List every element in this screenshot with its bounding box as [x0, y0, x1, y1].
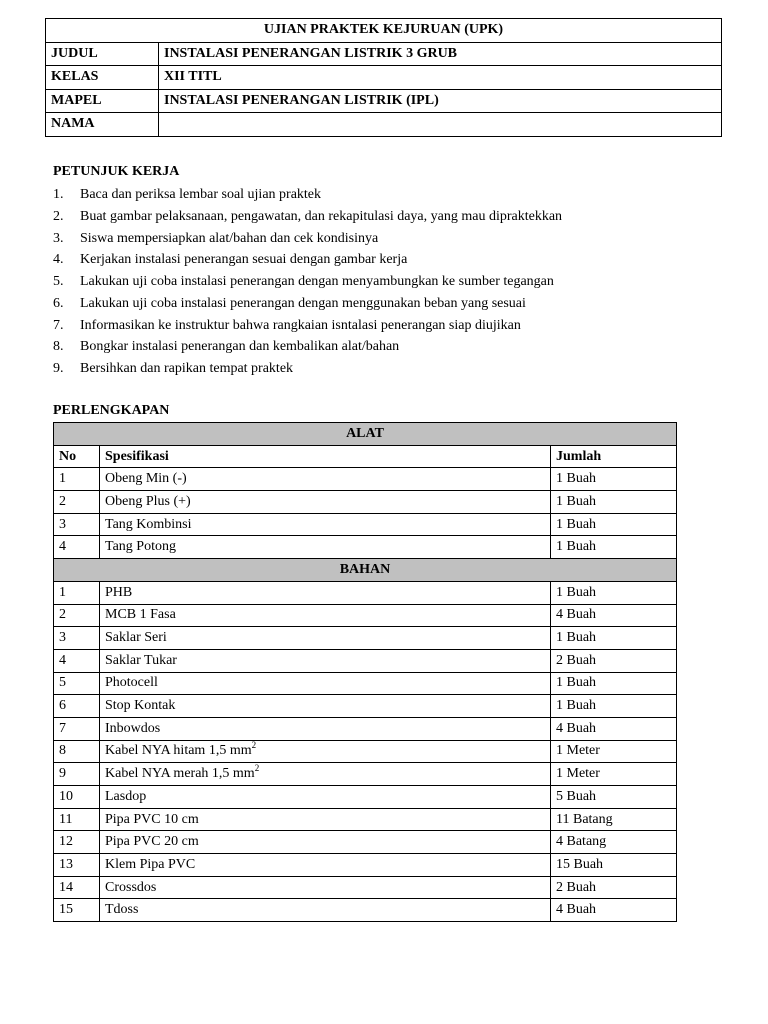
bahan-heading-row: [54, 559, 677, 582]
alat-row: [54, 513, 677, 536]
row-quantity: 2 Buah: [551, 649, 677, 672]
row-quantity: 4 Buah: [551, 899, 677, 922]
equipment-table: [53, 422, 677, 922]
row-spec: [100, 627, 551, 650]
instruction-number: 8.: [53, 339, 64, 355]
row-number: 9: [54, 763, 100, 786]
bahan-row: [54, 786, 677, 809]
header-value: XII TITL: [159, 66, 722, 90]
instruction-number: 7.: [53, 317, 64, 333]
row-number: 1: [54, 468, 100, 491]
row-quantity: 1 Meter: [551, 740, 677, 763]
row-number: 10: [54, 786, 100, 809]
row-number: 8: [54, 740, 100, 763]
row-quantity: 11 Batang: [551, 808, 677, 831]
header-title-row: [46, 19, 722, 43]
bahan-row: [54, 717, 677, 740]
instruction-text: Buat gambar pelaksanaan, pengawatan, dan rekapitulasi daya, yang mau dipraktekkan: [80, 208, 563, 224]
instruction-number: 6.: [53, 295, 64, 311]
row-spec: [100, 786, 551, 809]
spec-text: Tang Potong: [105, 539, 176, 555]
bahan-row: [54, 604, 677, 627]
equipment-table-body: [54, 423, 677, 922]
row-quantity: 2 Buah: [551, 876, 677, 899]
header-label: JUDUL: [46, 42, 159, 66]
alat-row: [54, 536, 677, 559]
instruction-text: Bersihkan dan rapikan tempat praktek: [80, 361, 294, 376]
header-value: INSTALASI PENERANGAN LISTRIK (IPL): [159, 89, 722, 113]
row-quantity: 1 Buah: [551, 513, 677, 536]
bahan-row: [54, 763, 677, 786]
spec-text: Pipa PVC 20 cm: [105, 834, 199, 850]
header-row-mapel: [46, 89, 722, 113]
header-row-nama: [46, 113, 722, 137]
row-number: 3: [54, 627, 100, 650]
spec-text: Obeng Min (-): [105, 471, 187, 487]
row-quantity: 4 Buah: [551, 604, 677, 627]
equipment-title: PERLENGKAPAN: [53, 403, 170, 418]
row-spec: [100, 491, 551, 514]
instruction-text: Bongkar instalasi penerangan dan kembalikan alat/bahan: [80, 339, 400, 355]
instruction-text: Lakukan uji coba instalasi penerangan dengan menggunakan beban yang sesuai: [80, 295, 526, 311]
bahan-row: [54, 695, 677, 718]
row-number: 2: [54, 604, 100, 627]
spec-text: Klem Pipa PVC: [105, 856, 196, 872]
bahan-row: [54, 808, 677, 831]
bahan-row: [54, 672, 677, 695]
spec-text: PHB: [105, 584, 133, 600]
row-spec: [100, 581, 551, 604]
instruction-number: 4.: [53, 252, 64, 268]
spec-text: Crossdos: [105, 879, 157, 895]
row-number: 11: [54, 808, 100, 831]
instruction-item: [53, 360, 562, 382]
instruction-item: [53, 338, 562, 360]
instruction-text: Baca dan periksa lembar soal ujian praktek: [80, 187, 322, 202]
spec-text: Pipa PVC 10 cm: [105, 811, 199, 827]
bahan-row: [54, 627, 677, 650]
instruction-text: Kerjakan instalasi penerangan sesuai dengan gambar kerja: [80, 252, 408, 268]
instruction-item: [53, 251, 562, 273]
instruction-item: [53, 208, 562, 230]
row-number: 4: [54, 536, 100, 559]
bahan-row: [54, 876, 677, 899]
row-quantity: 1 Buah: [551, 672, 677, 695]
spec-text: Stop Kontak: [105, 698, 176, 714]
row-spec: [100, 468, 551, 491]
row-number: 12: [54, 831, 100, 854]
instruction-number: 2.: [53, 208, 64, 224]
instruction-item: [53, 273, 562, 295]
row-quantity: 4 Buah: [551, 717, 677, 740]
row-spec: [100, 831, 551, 854]
bahan-row: [54, 831, 677, 854]
header-row-kelas: [46, 66, 722, 90]
instruction-item: [53, 230, 562, 252]
row-number: 6: [54, 695, 100, 718]
row-spec: [100, 740, 551, 763]
row-quantity: 1 Meter: [551, 763, 677, 786]
row-quantity: 1 Buah: [551, 536, 677, 559]
column-header-no: No: [54, 445, 100, 468]
row-number: 14: [54, 876, 100, 899]
row-quantity: 15 Buah: [551, 854, 677, 877]
instruction-text: Siswa mempersiapkan alat/bahan dan cek kondisinya: [80, 230, 379, 246]
instruction-number: 5.: [53, 274, 64, 289]
row-quantity: 4 Batang: [551, 831, 677, 854]
row-spec: [100, 763, 551, 786]
row-spec: [100, 536, 551, 559]
alat-row: [54, 491, 677, 514]
row-number: 1: [54, 581, 100, 604]
exam-header-table: [45, 18, 722, 137]
spec-text: Tang Kombinsi: [105, 516, 192, 532]
spec-text: Inbowdos: [105, 720, 161, 736]
column-header-qty: Jumlah: [551, 445, 677, 468]
row-number: 15: [54, 899, 100, 922]
spec-text: Tdoss: [105, 902, 139, 918]
exam-title: UJIAN PRAKTEK KEJURUAN (UPK): [46, 19, 722, 43]
bahan-row: [54, 581, 677, 604]
spec-text: Obeng Plus (+): [105, 493, 191, 509]
bahan-row: [54, 740, 677, 763]
row-spec: [100, 808, 551, 831]
bahan-heading: BAHAN: [54, 559, 677, 582]
row-quantity: 1 Buah: [551, 627, 677, 650]
row-number: 4: [54, 649, 100, 672]
instruction-number: 1.: [53, 187, 64, 202]
name-field: [159, 113, 722, 137]
bahan-row: [54, 854, 677, 877]
row-number: 5: [54, 672, 100, 695]
instruction-item: [53, 186, 562, 208]
instruction-text: Lakukan uji coba instalasi penerangan dengan menyambungkan ke sumber tegangan: [80, 274, 554, 289]
instruction-text: Informasikan ke instruktur bahwa rangkaian isntalasi penerangan siap diujikan: [80, 317, 521, 333]
alat-heading: ALAT: [54, 423, 677, 446]
row-spec: [100, 513, 551, 536]
row-number: 13: [54, 854, 100, 877]
spec-text: Photocell: [105, 675, 158, 691]
column-header-row: [54, 445, 677, 468]
instruction-number: 9.: [53, 361, 64, 376]
spec-text: Kabel NYA merah 1,5 mm: [105, 766, 255, 782]
instructions-list: [53, 186, 562, 382]
row-quantity: 1 Buah: [551, 581, 677, 604]
spec-superscript: 2: [251, 740, 257, 751]
row-spec: [100, 604, 551, 627]
row-quantity: 1 Buah: [551, 491, 677, 514]
row-quantity: 5 Buah: [551, 786, 677, 809]
header-label: KELAS: [46, 66, 159, 90]
spec-text: Kabel NYA hitam 1,5 mm: [105, 743, 252, 759]
spec-text: Saklar Seri: [105, 630, 167, 646]
spec-text: Saklar Tukar: [105, 652, 177, 668]
bahan-row: [54, 899, 677, 922]
row-quantity: 1 Buah: [551, 468, 677, 491]
row-number: 7: [54, 717, 100, 740]
instructions-title: PETUNJUK KERJA: [53, 164, 180, 179]
row-number: 3: [54, 513, 100, 536]
header-label: NAMA: [46, 113, 159, 137]
row-spec: [100, 649, 551, 672]
row-spec: [100, 876, 551, 899]
header-label: MAPEL: [46, 89, 159, 113]
row-spec: [100, 854, 551, 877]
row-spec: [100, 695, 551, 718]
spec-superscript: 2: [254, 763, 260, 774]
alat-row: [54, 468, 677, 491]
bahan-row: [54, 649, 677, 672]
alat-heading-row: [54, 423, 677, 446]
instruction-item: [53, 295, 562, 317]
row-spec: [100, 672, 551, 695]
instruction-item: [53, 317, 562, 339]
row-spec: [100, 899, 551, 922]
row-spec: [100, 717, 551, 740]
row-number: 2: [54, 491, 100, 514]
instruction-number: 3.: [53, 230, 64, 246]
spec-text: Lasdop: [105, 788, 147, 804]
header-row-judul: [46, 42, 722, 66]
row-quantity: 1 Buah: [551, 695, 677, 718]
column-header-spec: Spesifikasi: [100, 445, 551, 468]
header-value: INSTALASI PENERANGAN LISTRIK 3 GRUB: [159, 42, 722, 66]
spec-text: MCB 1 Fasa: [105, 607, 176, 623]
